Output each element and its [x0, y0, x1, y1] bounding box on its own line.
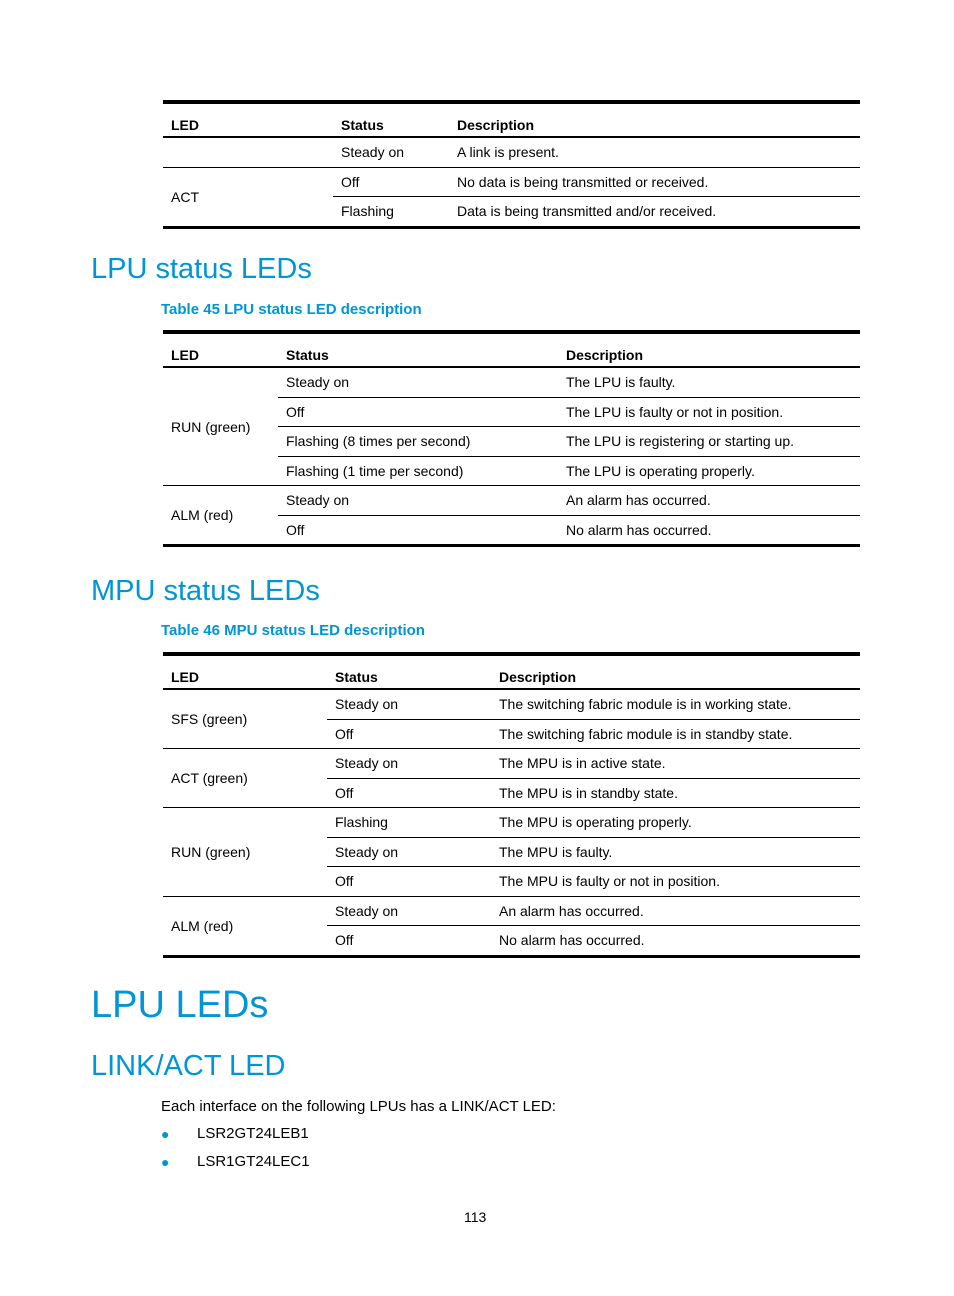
list-item: LSR2GT24LEB1 [197, 1125, 309, 1142]
cell-led: ACT (green) [163, 749, 327, 808]
cell-description: No alarm has occurred. [491, 926, 860, 957]
cell-description: The LPU is registering or starting up. [558, 427, 860, 457]
cell-description: Data is being transmitted and/or received. [449, 197, 860, 228]
cell-description: The MPU is in active state. [491, 749, 860, 779]
cell-status: Off [278, 397, 558, 427]
cell-description: No alarm has occurred. [558, 515, 860, 546]
mpu-status-table [163, 652, 860, 958]
led-table-continued [163, 100, 860, 229]
cell-status: Off [333, 167, 449, 197]
cell-led: RUN (green) [163, 367, 278, 486]
bullet-icon: ● [161, 1126, 170, 1142]
section-heading: LPU status LEDs [91, 253, 312, 285]
cell-status: Flashing (8 times per second) [278, 427, 558, 457]
cell-description: No data is being transmitted or received. [449, 167, 860, 197]
col-header: Status [327, 654, 491, 689]
table-row [163, 808, 860, 838]
bullet-icon: ● [161, 1154, 170, 1170]
cell-status: Steady on [333, 137, 449, 167]
cell-led: ALM (red) [163, 896, 327, 956]
cell-description: The MPU is faulty or not in position. [491, 867, 860, 897]
table-row [163, 486, 860, 516]
table-row [163, 749, 860, 779]
cell-status: Steady on [327, 689, 491, 719]
cell-status: Flashing [333, 197, 449, 228]
chapter-heading: LPU LEDs [91, 984, 269, 1026]
cell-description: The MPU is operating properly. [491, 808, 860, 838]
table-caption: Table 46 MPU status LED description [161, 622, 425, 639]
table-row [163, 896, 860, 926]
table-caption: Table 45 LPU status LED description [161, 301, 422, 318]
cell-description: The LPU is operating properly. [558, 456, 860, 486]
cell-description: An alarm has occurred. [491, 896, 860, 926]
list-item: LSR1GT24LEC1 [197, 1153, 310, 1170]
cell-led: RUN (green) [163, 808, 327, 897]
cell-description: The MPU is in standby state. [491, 778, 860, 808]
section-heading: MPU status LEDs [91, 575, 320, 607]
cell-description: The switching fabric module is in working state. [491, 689, 860, 719]
cell-description: An alarm has occurred. [558, 486, 860, 516]
page-number: 113 [464, 1209, 487, 1225]
section-heading: LINK/ACT LED [91, 1050, 286, 1082]
cell-status: Steady on [327, 837, 491, 867]
cell-status: Off [327, 778, 491, 808]
table-row [163, 367, 860, 397]
cell-status: Flashing (1 time per second) [278, 456, 558, 486]
table-row [163, 689, 860, 719]
col-header: Description [558, 332, 860, 367]
table-row [163, 167, 860, 197]
col-header: Description [491, 654, 860, 689]
cell-status: Flashing [327, 808, 491, 838]
cell-status: Steady on [278, 367, 558, 397]
cell-status: Off [327, 926, 491, 957]
cell-status: Steady on [278, 486, 558, 516]
col-header: LED [163, 332, 278, 367]
cell-description: The LPU is faulty. [558, 367, 860, 397]
cell-led [163, 137, 333, 167]
cell-status: Off [278, 515, 558, 546]
col-header: Status [333, 102, 449, 137]
cell-led: SFS (green) [163, 689, 327, 749]
col-header: LED [163, 654, 327, 689]
table-row [163, 137, 860, 167]
col-header: LED [163, 102, 333, 137]
cell-description: The MPU is faulty. [491, 837, 860, 867]
cell-description: The switching fabric module is in standby state. [491, 719, 860, 749]
col-header: Description [449, 102, 860, 137]
cell-description: A link is present. [449, 137, 860, 167]
cell-led: ALM (red) [163, 486, 278, 546]
cell-status: Off [327, 867, 491, 897]
cell-led: ACT [163, 167, 333, 227]
col-header: Status [278, 332, 558, 367]
cell-description: The LPU is faulty or not in position. [558, 397, 860, 427]
cell-status: Steady on [327, 896, 491, 926]
cell-status: Steady on [327, 749, 491, 779]
intro-text: Each interface on the following LPUs has a LINK/ACT LED: [161, 1098, 556, 1115]
lpu-status-table [163, 330, 860, 547]
cell-status: Off [327, 719, 491, 749]
